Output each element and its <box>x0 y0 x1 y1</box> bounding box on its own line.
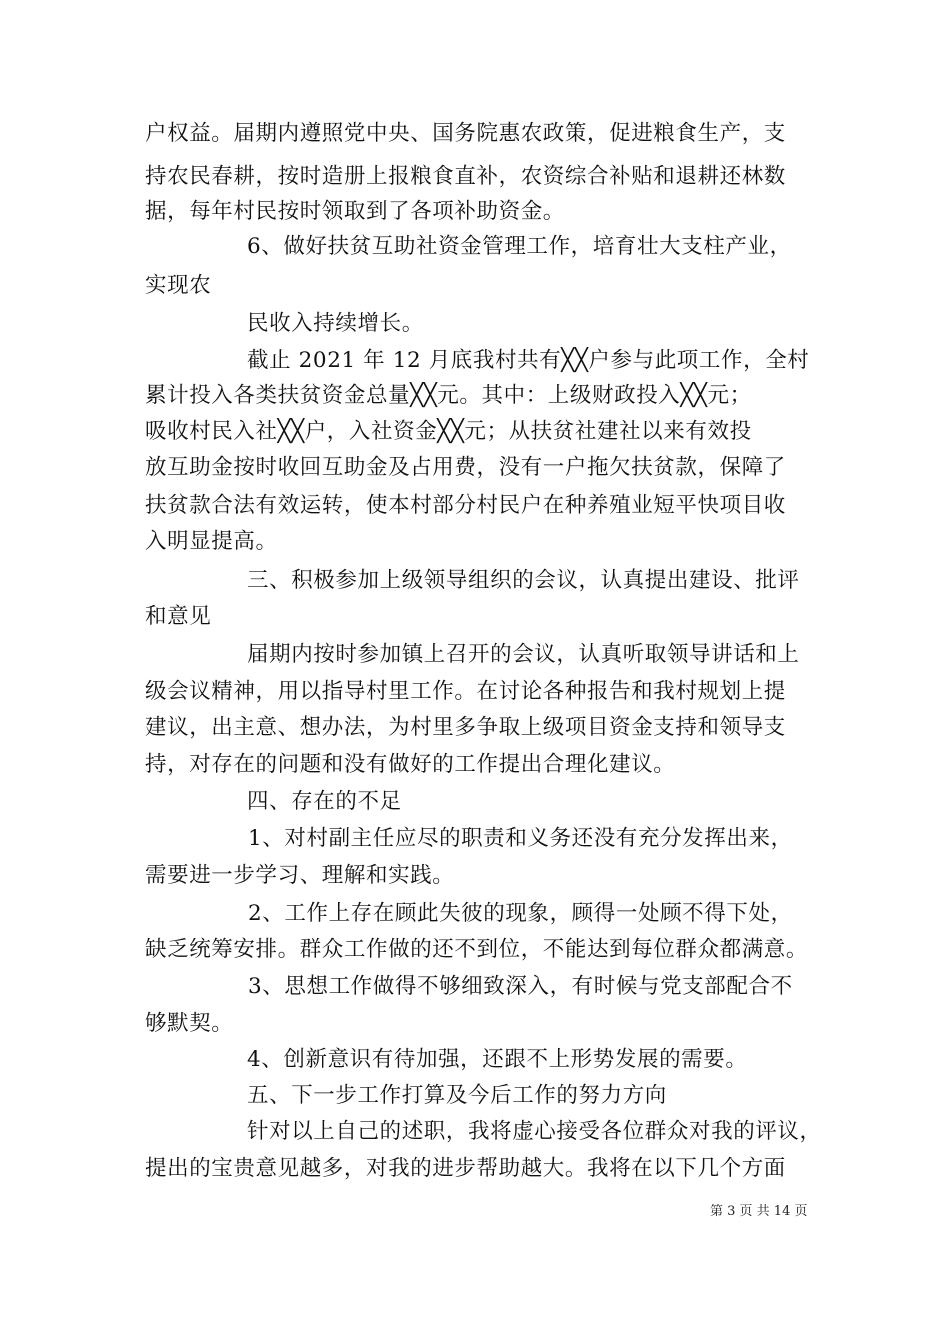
section-heading: 四、存在的不足 <box>247 789 402 814</box>
text-line: 届期内按时参加镇上召开的会议，认真听取领导讲话和上 <box>247 642 800 667</box>
text-line: 够默契。 <box>145 1011 234 1036</box>
text-line: 截止 2021 年 12 月底我村共有╳╳户参与此项工作，全村 <box>247 348 810 373</box>
text-line: 吸收村民入社╳╳户，入社资金╳╳元；从扶贫社建社以来有效投 <box>145 419 752 444</box>
text-line: 4、创新意识有待加强，还跟不上形势发展的需要。 <box>247 1047 748 1072</box>
text-line: 建议，出主意、想办法，为村里多争取上级项目资金支持和领导支 <box>145 715 786 740</box>
text-line: 持农民春耕，按时造册上报粮食直补，农资综合补贴和退耕还林数 <box>145 164 786 189</box>
text-line: 入明显提高。 <box>145 529 278 554</box>
text-line: 扶贫款合法有效运转，使本村部分村民户在种养殖业短平快项目收 <box>145 493 786 518</box>
text-line: 针对以上自己的述职，我将虚心接受各位群众对我的评议， <box>247 1119 822 1144</box>
section-heading: 五、下一步工作打算及今后工作的努力方向 <box>247 1083 667 1108</box>
text-line: 6、做好扶贫互助社资金管理工作，培育壮大支柱产业， <box>247 234 792 259</box>
text-line: 提出的宝贵意见越多，对我的进步帮助越大。我将在以下几个方面 <box>145 1156 786 1181</box>
text-line: 需要进一步学习、理解和实践。 <box>145 863 455 888</box>
text-line: 放互助金按时收回互助金及占用费，没有一户拖欠扶贫款，保障了 <box>145 455 786 480</box>
text-line: 民收入持续增长。 <box>247 311 424 336</box>
text-line: 户权益。届期内遵照党中央、国务院惠农政策，促进粮食生产，支 <box>145 121 786 146</box>
text-line: 缺乏统筹安排。群众工作做的还不到位，不能达到每位群众都满意。 <box>145 937 809 962</box>
text-line: 2、工作上存在顾此失彼的现象，顾得一处顾不得下处， <box>248 901 793 926</box>
text-line: 持，对存在的问题和没有做好的工作提出合理化建议。 <box>145 752 676 777</box>
section-heading: 和意见 <box>145 604 212 629</box>
text-line: 累计投入各类扶贫资金总量╳╳元。其中：上级财政投入╳╳元； <box>145 383 752 408</box>
text-line: 1、对村副主任应尽的职责和义务还没有充分发挥出来， <box>248 826 793 851</box>
text-line: 据，每年村民按时领取到了各项补助资金。 <box>145 199 565 224</box>
page-footer: 第 3 页 共 14 页 <box>710 1204 808 1219</box>
section-heading: 三、积极参加上级领导组织的会议，认真提出建设、批评 <box>247 568 800 593</box>
text-line: 实现农 <box>145 273 212 298</box>
text-line: 级会议精神，用以指导村里工作。在讨论各种报告和我村规划上提 <box>145 679 786 704</box>
text-line: 3、思想工作做得不够细致深入，有时候与党支部配合不 <box>248 974 793 999</box>
